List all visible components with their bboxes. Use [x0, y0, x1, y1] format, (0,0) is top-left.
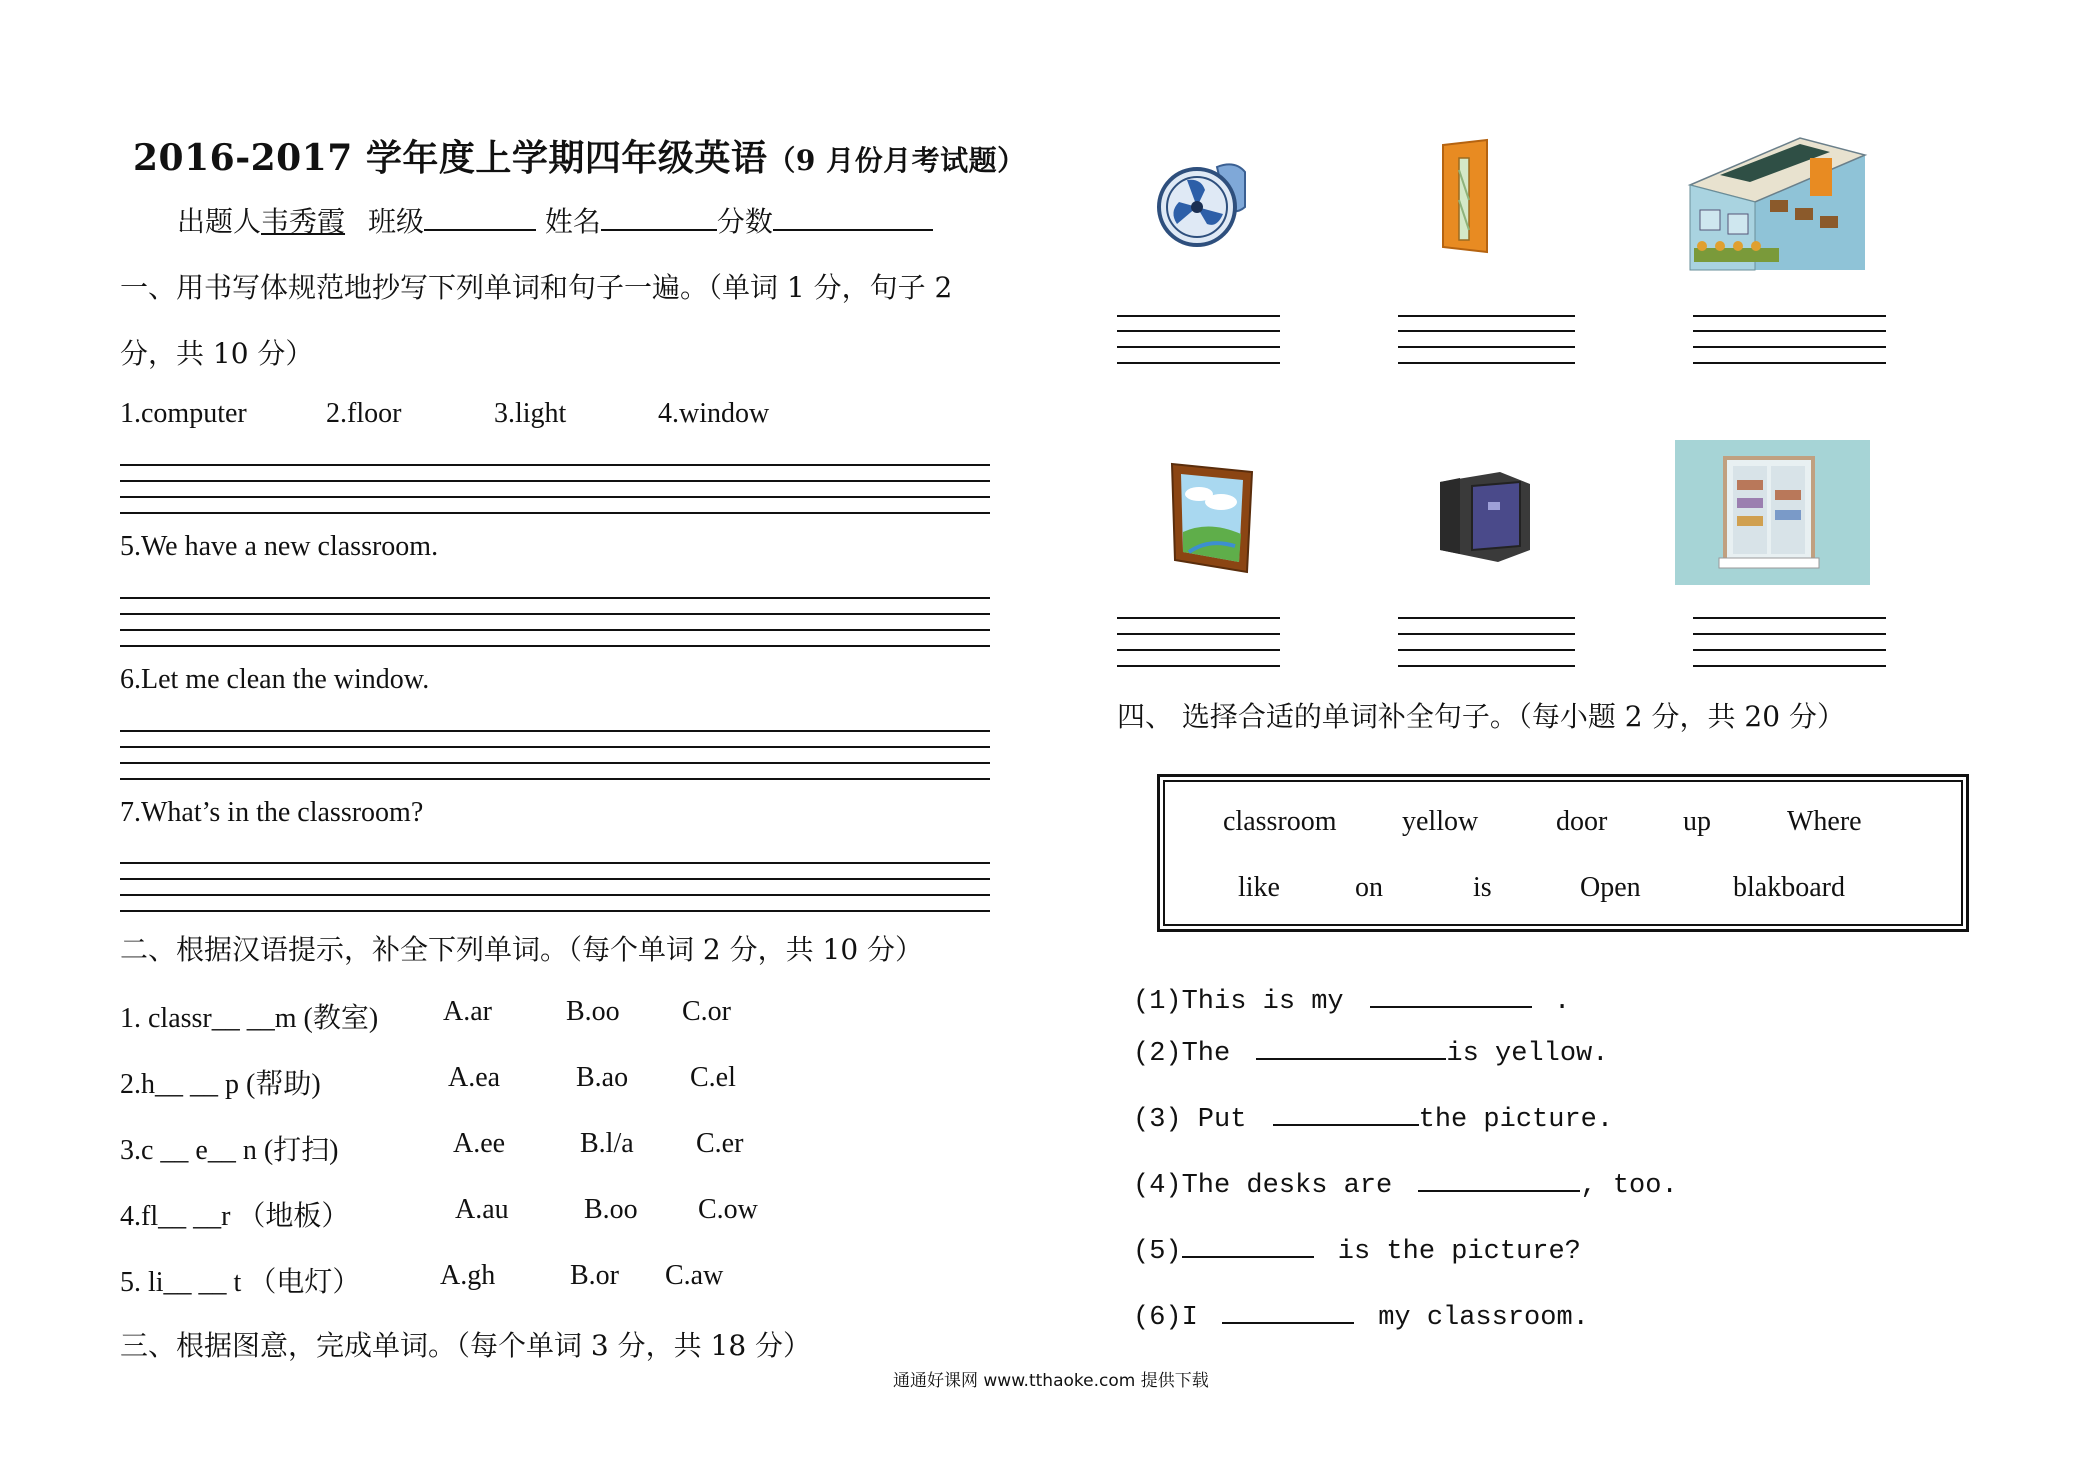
- fill-question-5: 5. li__ __ t （电灯）: [120, 1267, 361, 1298]
- sentence-pre: This is my: [1181, 987, 1344, 1017]
- author-name: 韦秀霞: [261, 205, 346, 238]
- fill-sentence-1: [1133, 978, 1570, 1017]
- tv-picture: [1380, 442, 1570, 584]
- writing-line[interactable]: [120, 480, 990, 482]
- fill-question-4: 4.fl__ __r （地板）: [120, 1201, 350, 1232]
- fill-question-3: 3.c __ e__ n (打扫): [120, 1135, 339, 1166]
- answer-line[interactable]: [1117, 649, 1280, 651]
- sentence-post: , too.: [1580, 1171, 1678, 1201]
- copy-word-2: 2.floor: [326, 398, 402, 429]
- answer-blank[interactable]: [1222, 1294, 1354, 1324]
- fill-sentence-3: [1133, 1096, 1613, 1135]
- word-bank-inner-border: [1163, 780, 1963, 926]
- answer-line[interactable]: [1117, 633, 1280, 635]
- option-c[interactable]: C.or: [682, 996, 731, 1027]
- fill-sentence-5: [1133, 1228, 1581, 1267]
- score-field[interactable]: [773, 201, 933, 231]
- writing-line[interactable]: [120, 862, 990, 864]
- writing-line[interactable]: [120, 910, 990, 912]
- writing-line[interactable]: [120, 597, 990, 599]
- writing-line[interactable]: [120, 645, 990, 647]
- sentence-number: (2): [1133, 1039, 1182, 1069]
- option-c[interactable]: C.ow: [698, 1194, 758, 1225]
- answer-line[interactable]: [1693, 633, 1886, 635]
- author-label: 出题人: [177, 205, 262, 238]
- copy-sentence-6: 6.Let me clean the window.: [120, 664, 430, 695]
- sentence-number: (1): [1133, 987, 1182, 1017]
- title-main: 2016-2017 学年度上学期四年级英语: [133, 137, 768, 179]
- word-bank-item: classroom: [1223, 806, 1337, 837]
- fill-sentence-6: [1133, 1294, 1589, 1333]
- writing-line[interactable]: [120, 762, 990, 764]
- option-a[interactable]: A.ee: [453, 1128, 506, 1159]
- sentence-post: is the picture?: [1321, 1237, 1581, 1267]
- answer-line[interactable]: [1398, 665, 1575, 667]
- title-paren: （9 月份月考试题）: [767, 144, 1026, 177]
- page-title: [133, 130, 1026, 181]
- sentence-number: (3): [1133, 1105, 1182, 1135]
- answer-line[interactable]: [1398, 315, 1575, 317]
- option-c[interactable]: C.aw: [665, 1260, 724, 1291]
- option-b[interactable]: B.ao: [576, 1062, 629, 1093]
- section4-heading: 四、 选择合适的单词补全句子。（每小题 2 分，共 20 分）: [1117, 700, 1845, 733]
- name-label: 姓名: [544, 205, 601, 238]
- copy-word-1: 1.computer: [120, 398, 247, 429]
- option-a[interactable]: A.au: [455, 1194, 509, 1225]
- answer-blank[interactable]: [1182, 1228, 1314, 1258]
- fill-sentence-4: [1133, 1162, 1678, 1201]
- copy-word-3: 3.light: [494, 398, 567, 429]
- answer-blank[interactable]: [1418, 1162, 1580, 1192]
- option-a[interactable]: A.ar: [443, 996, 492, 1027]
- answer-line[interactable]: [1117, 665, 1280, 667]
- copy-sentence-5: 5.We have a new classroom.: [120, 531, 439, 562]
- sentence-number: (4): [1133, 1171, 1182, 1201]
- writing-line[interactable]: [120, 613, 990, 615]
- answer-line[interactable]: [1693, 315, 1886, 317]
- answer-line[interactable]: [1117, 330, 1280, 332]
- word-bank-item: yellow: [1402, 806, 1479, 837]
- option-c[interactable]: C.er: [696, 1128, 744, 1159]
- word-bank-item: on: [1355, 872, 1383, 903]
- footer-source: 通通好课网 www.tthaoke.com 提供下载: [893, 1371, 1209, 1391]
- option-b[interactable]: B.or: [570, 1260, 619, 1291]
- name-field[interactable]: [601, 201, 717, 231]
- word-bank-item: door: [1556, 806, 1608, 837]
- answer-line[interactable]: [1693, 330, 1886, 332]
- answer-line[interactable]: [1117, 346, 1280, 348]
- section2-heading: 二、根据汉语提示，补全下列单词。（每个单词 2 分，共 10 分）: [120, 933, 924, 966]
- fill-question-2: 2.h__ __ p (帮助): [120, 1069, 321, 1100]
- option-b[interactable]: B.l/a: [580, 1128, 634, 1159]
- answer-line[interactable]: [1117, 362, 1280, 364]
- fan-picture: [1117, 132, 1302, 272]
- sentence-post: .: [1554, 987, 1571, 1017]
- answer-line[interactable]: [1693, 649, 1886, 651]
- writing-line[interactable]: [120, 894, 990, 896]
- copy-sentence-7: 7.What’s in the classroom?: [120, 797, 424, 828]
- class-field[interactable]: [424, 201, 536, 231]
- writing-line[interactable]: [120, 464, 990, 466]
- writing-line[interactable]: [120, 878, 990, 880]
- section3-heading: 三、根据图意，完成单词。（每个单词 3 分，共 18 分）: [120, 1329, 812, 1362]
- sentence-post: the picture.: [1418, 1105, 1614, 1135]
- option-b[interactable]: B.oo: [584, 1194, 638, 1225]
- answer-blank[interactable]: [1370, 978, 1532, 1008]
- sentence-post: is yellow.: [1446, 1039, 1609, 1069]
- sentence-pre: Put: [1181, 1105, 1247, 1135]
- section1-heading-line2: 分，共 10 分）: [120, 337, 314, 370]
- word-bank-item: is: [1473, 872, 1492, 903]
- writing-line[interactable]: [120, 778, 990, 780]
- fill-question-1: 1. classr__ __m (教室): [120, 1003, 379, 1034]
- writing-line[interactable]: [120, 746, 990, 748]
- door-picture: [1375, 130, 1550, 270]
- writing-line[interactable]: [120, 730, 990, 732]
- answer-line[interactable]: [1693, 346, 1886, 348]
- word-bank-item: like: [1238, 872, 1280, 903]
- answer-line[interactable]: [1117, 617, 1280, 619]
- copy-word-4: 4.window: [658, 398, 770, 429]
- word-bank-item: Open: [1580, 872, 1641, 903]
- answer-line[interactable]: [1398, 346, 1575, 348]
- answer-blank[interactable]: [1273, 1096, 1419, 1126]
- word-bank-item: Where: [1787, 806, 1862, 837]
- sentence-post: my classroom.: [1362, 1303, 1589, 1333]
- answer-line[interactable]: [1693, 617, 1886, 619]
- fill-sentence-2: [1133, 1030, 1608, 1069]
- answer-line[interactable]: [1398, 617, 1575, 619]
- framed-picture: [1117, 442, 1307, 584]
- sentence-pre: I: [1181, 1303, 1198, 1333]
- answer-line[interactable]: [1398, 330, 1575, 332]
- writing-line[interactable]: [120, 496, 990, 498]
- answer-line[interactable]: [1398, 633, 1575, 635]
- answer-line[interactable]: [1117, 315, 1280, 317]
- section1-heading-line1: 一、用书写体规范地抄写下列单词和句子一遍。（单词 1 分，句子 2: [120, 271, 953, 304]
- answer-line[interactable]: [1398, 362, 1575, 364]
- class-label: 班级: [367, 205, 424, 238]
- option-b[interactable]: B.oo: [566, 996, 620, 1027]
- answer-line[interactable]: [1398, 649, 1575, 651]
- sentence-number: (6): [1133, 1303, 1182, 1333]
- sentence-number: (5): [1133, 1237, 1182, 1267]
- word-bank-item: blakboard: [1733, 872, 1845, 903]
- classroom-picture: [1680, 130, 1870, 272]
- sentence-pre: The: [1181, 1039, 1231, 1069]
- option-a[interactable]: A.ea: [448, 1062, 501, 1093]
- score-label: 分数: [716, 205, 773, 238]
- header-info-line: [177, 200, 933, 240]
- sentence-pre: The desks are: [1181, 1171, 1393, 1201]
- answer-blank[interactable]: [1256, 1030, 1446, 1060]
- word-bank-item: up: [1683, 806, 1711, 837]
- option-a[interactable]: A.gh: [440, 1260, 496, 1291]
- writing-line[interactable]: [120, 629, 990, 631]
- answer-line[interactable]: [1693, 362, 1886, 364]
- window-picture: [1675, 440, 1870, 585]
- answer-line[interactable]: [1693, 665, 1886, 667]
- writing-line[interactable]: [120, 512, 990, 514]
- option-c[interactable]: C.el: [690, 1062, 736, 1093]
